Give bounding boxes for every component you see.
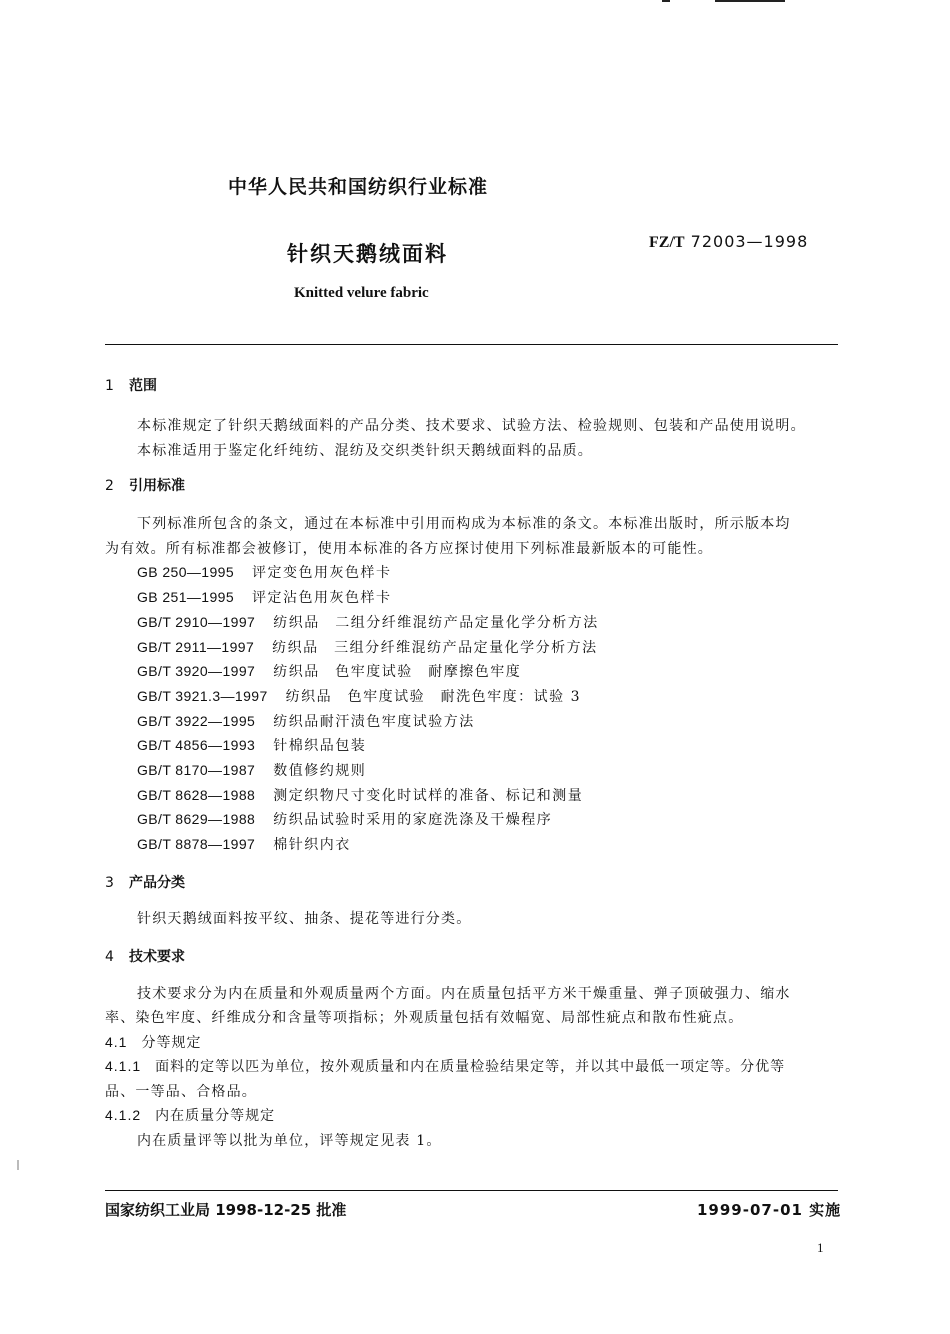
implementation-date: 1999-07-01 实施 <box>697 1201 842 1219</box>
reference-item <box>137 587 392 607</box>
paragraph-line: 针织天鹅绒面料按平纹、抽条、提花等进行分类。 <box>137 911 472 927</box>
header-divider <box>105 344 838 345</box>
reference-title: 纺织品试验时采用的家庭洗涤及干燥程序 <box>273 812 553 828</box>
reference-item <box>137 612 599 632</box>
reference-title: 评定沾色用灰色样卡 <box>252 590 392 606</box>
reference-item <box>137 637 598 657</box>
subsection-heading <box>105 1032 201 1052</box>
section-heading <box>105 872 185 892</box>
section-heading <box>105 946 185 966</box>
section-number: 2 <box>105 478 114 494</box>
reference-code: GB/T 8878—1997 <box>137 836 256 852</box>
scan-mark-top <box>715 0 785 2</box>
subsection-heading <box>105 1105 275 1125</box>
section-number: 1 <box>105 378 114 394</box>
section-number: 4 <box>105 949 114 965</box>
approval-line: 国家纺织工业局 1998-12-25 批准 <box>105 1201 347 1219</box>
reference-item <box>137 834 351 854</box>
paragraph-line: 本标准适用于鉴定化纤纯纺、混纺及交织类针织天鹅绒面料的品质。 <box>137 443 593 459</box>
section-title: 范围 <box>129 378 157 394</box>
subsection-number: 4.1.2 <box>105 1107 142 1123</box>
paragraph-line: 为有效。所有标准都会被修订，使用本标准的各方应探讨使用下列标准最新版本的可能性。 <box>105 541 713 557</box>
subsection-title: 内在质量分等规定 <box>155 1108 276 1124</box>
subsection-paragraph <box>105 1056 785 1076</box>
reference-title: 评定变色用灰色样卡 <box>252 565 392 581</box>
reference-code: GB/T 3921.3—1997 <box>137 688 268 704</box>
reference-item <box>137 562 392 582</box>
reference-code: GB 251—1995 <box>137 589 235 605</box>
issuing-agency: 中华人民共和国纺织行业标准 <box>228 176 489 198</box>
reference-item <box>137 809 552 829</box>
scan-mark-top <box>662 0 670 2</box>
section-title: 技术要求 <box>129 949 185 965</box>
reference-code: GB/T 2910—1997 <box>137 614 256 630</box>
paragraph-line: 内在质量评等以批为单位，评等规定见表 1。 <box>137 1133 442 1149</box>
subsection-title: 分等规定 <box>141 1035 202 1051</box>
scan-mark-left <box>17 1160 19 1170</box>
reference-title: 纺织品 色牢度试验 耐摩擦色牢度 <box>273 664 522 680</box>
reference-item <box>137 686 581 706</box>
reference-title: 测定织物尺寸变化时试样的准备、标记和测量 <box>273 788 584 804</box>
document-title: 针织天鹅绒面料 <box>287 242 448 266</box>
page-number: 1 <box>817 1240 824 1255</box>
section-heading <box>105 475 185 495</box>
paragraph-line: 本标准规定了针织天鹅绒面料的产品分类、技术要求、试验方法、检验规则、包装和产品使用说明。 <box>137 418 806 434</box>
reference-item <box>137 785 583 805</box>
section-heading <box>105 375 157 395</box>
reference-title: 纺织品 色牢度试验 耐洗色牢度：试验 3 <box>285 689 582 705</box>
reference-title: 纺织品 二组分纤维混纺产品定量化学分析方法 <box>273 615 599 631</box>
reference-item <box>137 735 366 755</box>
section-number: 3 <box>105 875 114 891</box>
standard-number <box>649 232 808 252</box>
section-title: 引用标准 <box>129 478 185 494</box>
reference-code: GB/T 2911—1997 <box>137 639 255 655</box>
reference-title: 纺织品耐汗渍色牢度试验方法 <box>273 714 475 730</box>
footer-divider <box>105 1190 838 1191</box>
reference-code: GB/T 3920—1997 <box>137 663 256 679</box>
paragraph-line: 下列标准所包含的条文，通过在本标准中引用而构成为本标准的条文。本标准出版时，所示版本均 <box>137 516 791 532</box>
standard-prefix: FZ/T <box>649 234 685 251</box>
paragraph-line: 面料的定等以匹为单位，按外观质量和内在质量检验结果定等，并以其中最低一项定等。分优等 <box>155 1059 786 1075</box>
reference-item <box>137 711 475 731</box>
reference-code: GB/T 8629—1988 <box>137 811 256 827</box>
paragraph-line: 品、一等品、合格品。 <box>105 1084 257 1100</box>
reference-title: 棉针织内衣 <box>273 837 351 853</box>
reference-code: GB/T 4856—1993 <box>137 737 256 753</box>
reference-item <box>137 661 521 681</box>
subsection-number: 4.1 <box>105 1034 128 1050</box>
reference-title: 数值修约规则 <box>273 763 367 779</box>
reference-title: 针棉织品包装 <box>273 738 367 754</box>
reference-code: GB 250—1995 <box>137 564 235 580</box>
section-title: 产品分类 <box>129 875 185 891</box>
subsection-number: 4.1.1 <box>105 1058 142 1074</box>
reference-item <box>137 760 366 780</box>
reference-code: GB/T 8628—1988 <box>137 787 256 803</box>
english-title: Knitted velure fabric <box>294 285 429 301</box>
standard-code: 72003—1998 <box>690 232 809 251</box>
reference-code: GB/T 3922—1995 <box>137 713 256 729</box>
paragraph-line: 率、染色牢度、纤维成分和含量等项指标；外观质量包括有效幅宽、局部性疵点和散布性疵点。 <box>105 1010 744 1026</box>
reference-code: GB/T 8170—1987 <box>137 762 256 778</box>
reference-title: 纺织品 三组分纤维混纺产品定量化学分析方法 <box>272 640 598 656</box>
paragraph-line: 技术要求分为内在质量和外观质量两个方面。内在质量包括平方米干燥重量、弹子顶破强力、缩水 <box>137 986 791 1002</box>
